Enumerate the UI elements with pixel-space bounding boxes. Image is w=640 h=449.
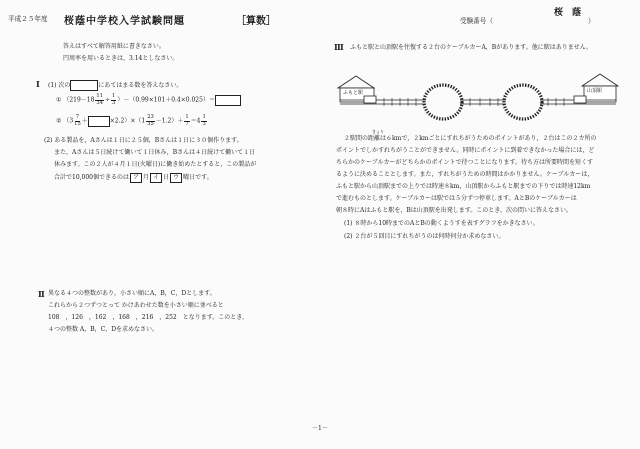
cable-car-a-icon	[364, 96, 376, 103]
problem-2-line-2: また，Aさんは５日続けて働いて１日休み，Bさんは４日続けて働いて１日	[54, 149, 256, 156]
question-3-body-6: で進むものとします。ケーブルカーは駅では５分ずつ停車します。AとBのケーブルカーは	[336, 195, 577, 202]
question-2-line-4: ４つの整数 A，B，C，Dを求めなさい。	[48, 326, 159, 333]
exam-subject: ［算数］	[236, 16, 276, 27]
question-3-intro: ふもと駅と山頂駅を往復する２台のケーブルカーA，Bがあります。他に駅はありません。	[350, 44, 593, 51]
furigana: きょり	[372, 129, 384, 134]
problem-2-line-1: (2) ある製品を，Aさんは１日に２５個，Bさんは１日に３０個作ります。	[44, 137, 243, 144]
station-left-label: ふもと駅	[343, 90, 364, 96]
question-1-intro: (1) 次の にあてはまる数を答えなさい。	[48, 82, 183, 89]
cable-car-b-icon	[574, 96, 586, 103]
question-2-line-3: 108 ，126 ，162 ，168 ，216 ，252 となります。このとき，	[48, 314, 248, 321]
label-box-a: ア	[130, 173, 142, 183]
note-line-2: 円周率を用いるときは，3.14としなさい。	[63, 55, 179, 62]
equation-1: ① （219－18 $\frac{11}{34}$ ÷ $\frac{1}{3}$ ）－（0.99×101＋0.4×0.025）＝	[56, 94, 241, 106]
problem-2-line-3: 休みます。この２人が４月１日(火曜日)に働き始めたとすると，この製品が	[54, 161, 257, 168]
question-3-body-4: るように決めることとします。また，すれちがうための時間はかかりません。ケーブルカーは，	[336, 171, 594, 178]
note-line-1: 答えはすべて解答用紙に書きなさい。	[63, 43, 165, 50]
question-2-line-2: これらから２つずつとって かけあわせた数を小さい順に並べると	[48, 302, 224, 309]
answer-box-2	[88, 116, 110, 127]
school-name: 桜 蔭	[554, 8, 582, 18]
question-3-body-7: 朝８時にAはふもと駅を，Bは山頂駅を出発します。このとき，次の問いに答えなさい。	[336, 207, 573, 214]
exam-number-close: ）	[588, 17, 595, 25]
passing-point-2	[504, 85, 542, 119]
problem-2-line-4: 合計で10,000個できるのは ア 月 イ 日 ウ 曜日です。	[54, 174, 213, 181]
exam-year: 平成２５年度	[8, 15, 48, 23]
blank-box	[70, 80, 98, 91]
question-1-number: Ⅰ	[36, 79, 40, 89]
cable-car-track-diagram	[334, 62, 624, 124]
question-3-body-3: ちらかのケーブルカーがどちらかのポイントで待つことになります。待ち方は所要時間を短くす	[336, 159, 593, 166]
station-right-label: 山頂駅	[587, 88, 603, 94]
equation-2: ② （3 $\frac{7}{15}$ ＋ ×2.2）×（1 $\frac{23}{35}$ －1.2）＋ $\frac{1}{7}$ ＝4 $\frac{1}{3}$	[56, 114, 206, 127]
question-3-body-5: ふもと駅から山頂駅までの上りでは時速８km，山頂駅からふもと駅までの下りでは時速12km	[336, 183, 591, 190]
answer-box-1	[215, 95, 241, 106]
question-3-sub-1: (1) ８時から10時までのAとBの動くようすを表すグラフをかきなさい。	[344, 220, 539, 227]
question-3-body-1: ２駅間の距離は６kmで，２kmごとにすれちがうためのポイントがあり，２台はこの２カ所の	[344, 135, 597, 142]
exam-number-label: 受験番号（	[460, 17, 493, 25]
question-2-line-1: 異なる４つの整数があり，小さい順にA，B，C，Dとします。	[48, 290, 216, 297]
question-3-number: Ⅲ	[334, 42, 344, 52]
question-3-body-2: ポイントでしかすれちがうことができません。同時にポイントに到着できなかった場合には，ど	[336, 147, 595, 154]
exam-title: 桜蔭中学校入学試験問題	[64, 16, 185, 27]
label-box-i: イ	[150, 173, 162, 183]
label-box-u: ウ	[170, 173, 182, 183]
page-number: －1－	[312, 425, 328, 432]
question-2-number: Ⅱ	[38, 289, 45, 299]
passing-point-1	[424, 85, 462, 119]
question-3-sub-2: (2) ２台が５回目にすれちがうのは何時何分か求めなさい。	[344, 233, 505, 240]
